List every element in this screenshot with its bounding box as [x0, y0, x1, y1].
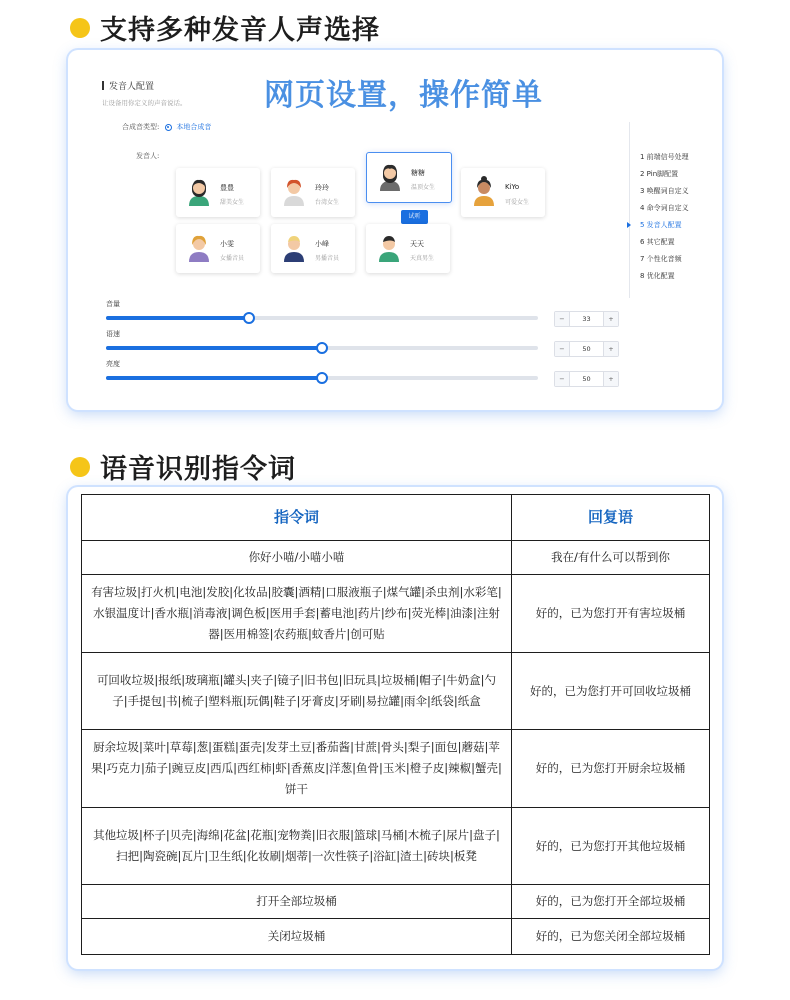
- voice-desc: 可爱女生: [505, 199, 530, 206]
- avatar-female-icon: [377, 161, 403, 191]
- avatar-male-icon: [281, 232, 307, 262]
- brightness-label: 亮度: [106, 360, 120, 368]
- synth-type-value[interactable]: 本地合成音: [176, 123, 212, 131]
- bullet-dot-icon: [70, 18, 90, 38]
- volume-label: 音量: [106, 300, 120, 308]
- toc-item[interactable]: 4 命令词自定义: [640, 204, 689, 212]
- voice-name: 小峰: [315, 240, 329, 248]
- voice-card[interactable]: [271, 168, 355, 217]
- toc-item[interactable]: 2 Pin脚配置: [640, 170, 679, 178]
- command-cell: 打开全部垃圾桶: [82, 885, 512, 919]
- decrement-button[interactable]: −: [555, 342, 570, 356]
- volume-stepper[interactable]: [554, 311, 619, 327]
- voice-desc: 女播音员: [220, 255, 245, 262]
- avatar-female-icon: [186, 176, 212, 206]
- reply-cell: 好的，已为您打开可回收垃圾桶: [512, 653, 710, 730]
- toc-item-active[interactable]: 5 发音人配置: [640, 221, 682, 229]
- brightness-slider[interactable]: [106, 376, 538, 380]
- table-row: [82, 730, 710, 808]
- increment-button[interactable]: +: [603, 342, 618, 356]
- title-bar-marker: [102, 81, 104, 90]
- toc-item[interactable]: 3 唤醒词自定义: [640, 187, 689, 195]
- volume-value[interactable]: 33: [582, 315, 591, 323]
- reply-cell: 好的，已为您关闭全部垃圾桶: [512, 919, 710, 955]
- voice-name: 豊豊: [220, 184, 234, 192]
- voice-desc: 温顶女生: [411, 184, 436, 191]
- toc-item[interactable]: 8 优化配置: [640, 272, 675, 280]
- panel-title-text: 发音人配置: [109, 82, 155, 92]
- section-title: 语音识别指令词: [100, 454, 296, 485]
- bullet-dot-icon: [70, 457, 90, 477]
- command-cell: 你好小喵/小喵小喵: [82, 541, 512, 575]
- volume-slider-handle[interactable]: [243, 312, 255, 324]
- table-row: [82, 575, 710, 653]
- speed-slider-handle[interactable]: [316, 342, 328, 354]
- section-header-commands: [70, 447, 296, 486]
- avatar-male-icon: [376, 232, 402, 262]
- speed-label: 语速: [106, 330, 120, 338]
- voice-card[interactable]: [461, 168, 545, 217]
- command-cell: 厨余垃圾|菜叶|草莓|葱|蛋糕|蛋壳|发芽土豆|番茄酱|甘蔗|骨头|梨子|面包|蘑菇|苹果|巧克力|茄子|豌豆皮|西瓜|西红柿|虾|香蕉皮|洋葱|鱼骨|玉米|橙子皮|辣椒|蟹壳|饼干: [82, 730, 512, 808]
- toc-item[interactable]: 7 个性化音频: [640, 255, 682, 263]
- voice-desc: 男播音员: [315, 255, 340, 262]
- section-header-voices: [70, 8, 380, 47]
- toc-item[interactable]: 1 前端信号处理: [640, 153, 689, 161]
- avatar-female-icon: [471, 176, 497, 206]
- speed-slider-fill: [106, 346, 322, 350]
- voice-card[interactable]: [271, 224, 355, 273]
- voice-card[interactable]: [176, 224, 260, 273]
- section-title: 支持多种发音人声选择: [100, 15, 380, 46]
- avatar-female-icon: [186, 232, 212, 262]
- panel-subtitle: 让设备用你定义的声音说话。: [102, 99, 187, 107]
- decrement-button[interactable]: −: [555, 312, 570, 326]
- speed-value[interactable]: 50: [582, 345, 591, 353]
- synth-type-row: [122, 122, 211, 132]
- synth-type-label: 合成音类型:: [122, 123, 160, 131]
- avatar-female-icon: [281, 176, 307, 206]
- command-table: [81, 494, 710, 955]
- table-row: [82, 919, 710, 955]
- voice-card-selected[interactable]: [366, 152, 452, 203]
- brightness-stepper[interactable]: [554, 371, 619, 387]
- header-command: 指令词: [82, 495, 512, 541]
- speed-stepper[interactable]: [554, 341, 619, 357]
- voice-label: 发音人:: [136, 152, 160, 160]
- toc-active-marker-icon: [627, 222, 631, 228]
- toc-item[interactable]: 6 其它配置: [640, 238, 675, 246]
- voice-desc: 台湾女生: [315, 199, 340, 206]
- voice-desc: 甜美女生: [220, 199, 245, 206]
- panel-title: [102, 79, 154, 92]
- header-reply: 回复语: [512, 495, 710, 541]
- reply-cell: 好的，已为您打开其他垃圾桶: [512, 808, 710, 885]
- voice-settings-card: [68, 50, 722, 410]
- voice-name: KiYo: [505, 183, 520, 191]
- voice-card[interactable]: [366, 224, 450, 273]
- voice-card[interactable]: [176, 168, 260, 217]
- brightness-slider-handle[interactable]: [316, 372, 328, 384]
- synth-radio[interactable]: [165, 124, 172, 131]
- increment-button[interactable]: +: [603, 372, 618, 386]
- decrement-button[interactable]: −: [555, 372, 570, 386]
- volume-slider[interactable]: [106, 316, 538, 320]
- reply-cell: 好的，已为您打开厨余垃圾桶: [512, 730, 710, 808]
- command-cell: 其他垃圾|杯子|贝壳|海绵|花盆|花瓶|宠物粪|旧衣服|篮球|马桶|木梳子|尿片|盘子|扫把|陶瓷碗|瓦片|卫生纸|化妆刷|烟蒂|一次性筷子|浴缸|渣土|砖块|板凳: [82, 808, 512, 885]
- voice-desc: 天真男生: [410, 255, 435, 262]
- table-row: [82, 885, 710, 919]
- voice-name: 玲玲: [315, 184, 329, 192]
- voice-name: 糖糖: [411, 169, 425, 177]
- brightness-slider-fill: [106, 376, 322, 380]
- reply-cell: 好的，已为您打开有害垃圾桶: [512, 575, 710, 653]
- increment-button[interactable]: +: [603, 312, 618, 326]
- table-row: [82, 541, 710, 575]
- command-table-card: [68, 487, 722, 969]
- voice-name: 小雯: [220, 240, 234, 248]
- overlay-caption: 网页设置，操作简单: [264, 78, 543, 113]
- reply-cell: 好的，已为您打开全部垃圾桶: [512, 885, 710, 919]
- command-cell: 可回收垃圾|报纸|玻璃瓶|罐头|夹子|镜子|旧书包|旧玩具|垃圾桶|帽子|牛奶盒|勺子|手提包|书|梳子|塑料瓶|玩偶|鞋子|牙膏皮|牙刷|易拉罐|雨伞|纸袋|纸盒: [82, 653, 512, 730]
- command-cell: 有害垃圾|打火机|电池|发胶|化妆品|胶囊|酒精|口服液瓶子|煤气罐|杀虫剂|水彩笔|水银温度计|香水瓶|消毒液|调色板|医用手套|蓄电池|药片|纱布|荧光棒|油漆|注射器|医用棉签|农药瓶|蚊香片|创可贴: [82, 575, 512, 653]
- settings-toc: [629, 122, 689, 298]
- table-header-row: [82, 495, 710, 541]
- reply-cell: 我在/有什么可以帮到你: [512, 541, 710, 575]
- try-listen-button[interactable]: 试听: [401, 210, 428, 224]
- table-row: [82, 808, 710, 885]
- command-cell: 关闭垃圾桶: [82, 919, 512, 955]
- speed-slider[interactable]: [106, 346, 538, 350]
- volume-slider-fill: [106, 316, 249, 320]
- table-row: [82, 653, 710, 730]
- brightness-value[interactable]: 50: [582, 375, 591, 383]
- voice-name: 天天: [410, 240, 424, 248]
